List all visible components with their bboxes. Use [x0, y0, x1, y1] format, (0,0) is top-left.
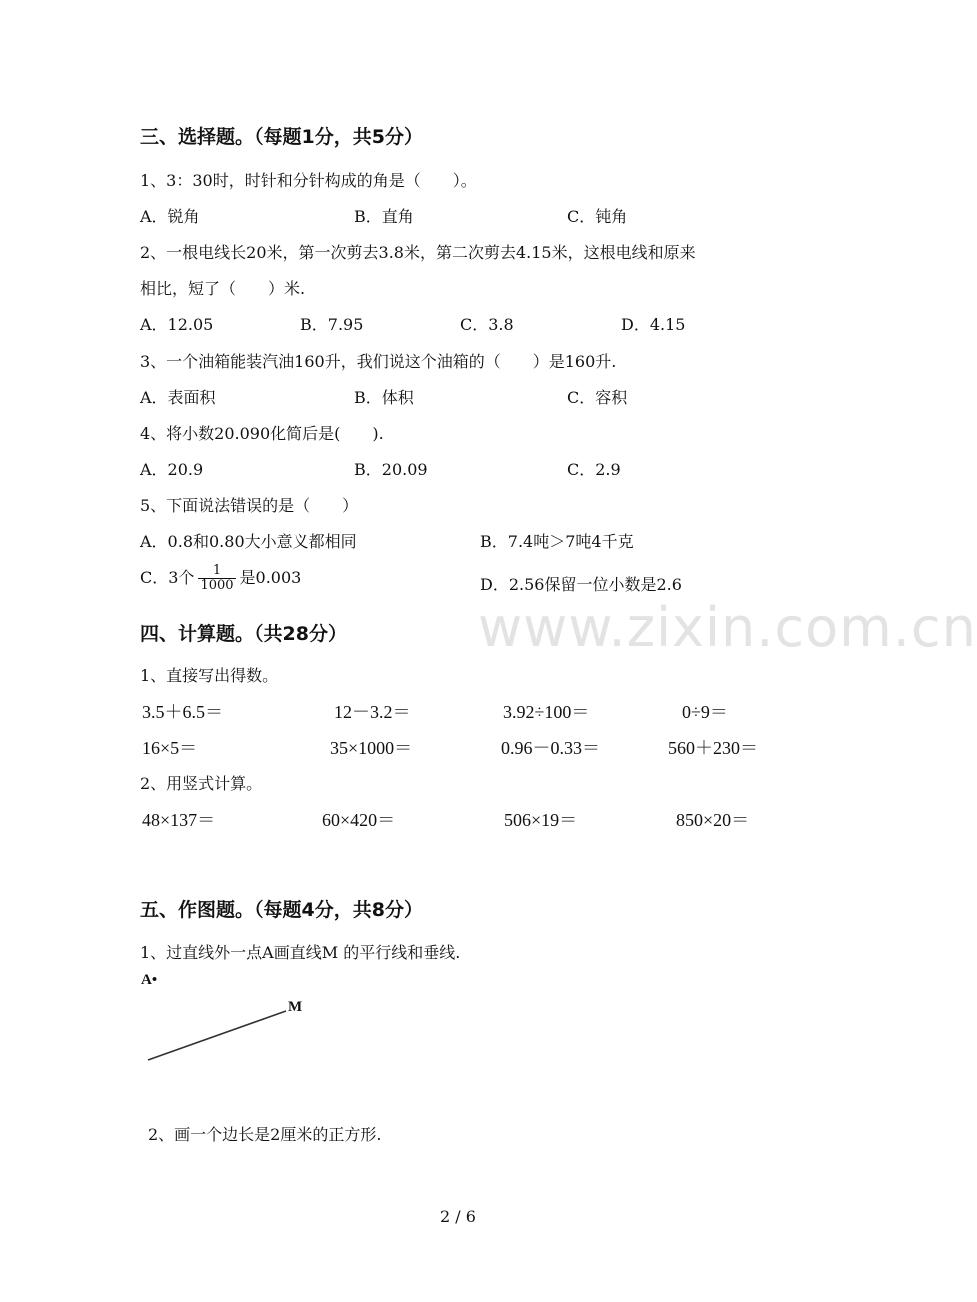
calc-item: 35×1000＝	[330, 738, 413, 758]
q1-stem: 1、3：30时，时针和分针构成的角是（ ）。	[140, 171, 477, 190]
q3-option-c: C．容积	[567, 388, 628, 407]
q5-option-d: D．2.56保留一位小数是2.6	[480, 575, 682, 594]
fraction-numerator: 1	[198, 564, 235, 579]
fraction-denominator: 1000	[200, 578, 234, 593]
section5-heading: 五、作图题。（每题4分，共8分）	[140, 899, 423, 921]
q2-stem-line1: 2、一根电线长20米，第一次剪去3.8米，第二次剪去4.15米，这根电线和原来	[140, 243, 696, 262]
calc-instruction-2: 2、用竖式计算。	[140, 774, 263, 793]
calc-item: 506×19＝	[504, 810, 578, 830]
calc-item: 0.96－0.33＝	[501, 738, 600, 758]
line-m-label: M	[288, 999, 303, 1015]
q3-option-b: B．体积	[354, 388, 414, 407]
q2-option-c: C．3.8	[460, 315, 514, 334]
q5-option-c-prefix: C．3个	[140, 568, 195, 587]
calc-item: 48×137＝	[142, 810, 216, 830]
q1-option-b: B．直角	[354, 207, 414, 226]
q3-option-a: A．表面积	[140, 388, 216, 407]
q3-stem: 3、一个油箱能装汽油160升，我们说这个油箱的（ ）是160升.	[140, 352, 617, 371]
fraction	[198, 564, 235, 593]
q4-option-b: B．20.09	[354, 460, 428, 479]
q2-option-d: D．4.15	[621, 315, 686, 334]
q2-option-a: A．12.05	[140, 315, 214, 334]
calc-item: 60×420＝	[322, 810, 396, 830]
q5-option-b: B．7.4吨＞7吨4千克	[480, 532, 634, 551]
calc-item: 3.92÷100＝	[503, 702, 590, 722]
q4-option-a: A．20.9	[140, 460, 204, 479]
q1-option-a: A．锐角	[140, 207, 200, 226]
page-number: 2 / 6	[440, 1207, 476, 1226]
calc-item: 850×20＝	[676, 810, 750, 830]
q1-option-c: C．钝角	[567, 207, 628, 226]
calc-item: 560＋230＝	[668, 738, 758, 758]
calc-item: 0÷9＝	[682, 702, 728, 722]
q4-option-c: C．2.9	[567, 460, 621, 479]
calc-item: 3.5＋6.5＝	[142, 702, 223, 722]
q5-option-c	[140, 564, 301, 593]
section3-heading: 三、选择题。（每题1分，共5分）	[140, 126, 423, 148]
q5-stem: 5、下面说法错误的是（ ）	[140, 496, 359, 515]
point-a-label: A•	[141, 972, 158, 988]
q2-option-b: B．7.95	[300, 315, 364, 334]
q5-option-c-suffix: 是0.003	[239, 568, 302, 587]
line-m	[148, 1011, 286, 1060]
calc-item: 16×5＝	[142, 738, 198, 758]
watermark: www.zixin.com.cn	[478, 596, 977, 659]
draw-question-2: 2、画一个边长是2厘米的正方形.	[148, 1125, 382, 1144]
draw-question-1: 1、过直线外一点A画直线M 的平行线和垂线.	[140, 943, 461, 962]
calc-item: 12－3.2＝	[334, 702, 411, 722]
q4-stem: 4、将小数20.090化简后是( ).	[140, 424, 384, 443]
section4-heading: 四、计算题。（共28分）	[140, 623, 347, 645]
q5-option-a: A．0.8和0.80大小意义都相同	[140, 532, 357, 551]
q2-stem-line2: 相比，短了（ ）米.	[140, 279, 306, 298]
line-m-figure	[138, 966, 318, 1066]
calc-instruction-1: 1、直接写出得数。	[140, 666, 279, 685]
